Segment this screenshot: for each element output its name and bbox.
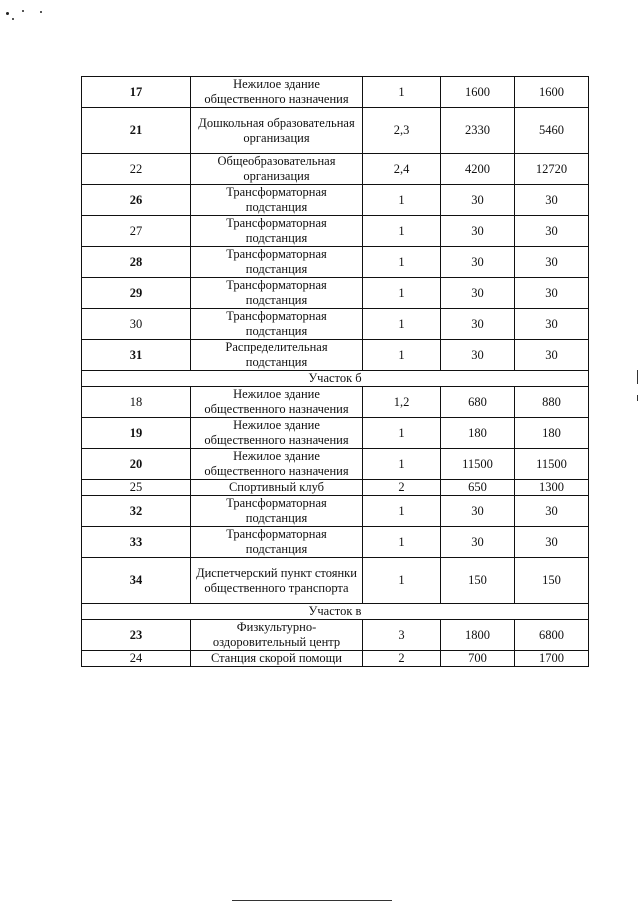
unit-value-cell: 30 — [441, 216, 515, 247]
table-row — [82, 527, 589, 558]
object-number-cell: 31 — [82, 340, 191, 371]
object-number-cell: 18 — [82, 387, 191, 418]
quantity-cell: 1 — [363, 496, 441, 527]
table-row — [82, 558, 589, 604]
object-number-cell: 27 — [82, 216, 191, 247]
unit-value-cell: 30 — [441, 309, 515, 340]
unit-value-cell: 11500 — [441, 449, 515, 480]
object-name-cell: Физкультурно-оздоровительный центр — [191, 620, 363, 651]
total-value-cell: 30 — [515, 185, 589, 216]
object-name-cell: Распределительная подстанция — [191, 340, 363, 371]
total-value-cell: 1700 — [515, 651, 589, 667]
total-value-cell: 1600 — [515, 77, 589, 108]
total-value-cell: 30 — [515, 309, 589, 340]
object-name-cell: Трансформаторная подстанция — [191, 309, 363, 340]
table-row — [82, 309, 589, 340]
quantity-cell: 2,3 — [363, 108, 441, 154]
unit-value-cell: 30 — [441, 496, 515, 527]
section-label: Участок б — [82, 371, 589, 387]
object-number-cell: 29 — [82, 278, 191, 309]
total-value-cell: 30 — [515, 216, 589, 247]
object-name-cell: Станция скорой помощи — [191, 651, 363, 667]
object-name-cell: Трансформаторная подстанция — [191, 247, 363, 278]
table-row — [82, 480, 589, 496]
unit-value-cell: 30 — [441, 185, 515, 216]
unit-value-cell: 180 — [441, 418, 515, 449]
quantity-cell: 1 — [363, 278, 441, 309]
quantity-cell: 2 — [363, 480, 441, 496]
object-name-cell: Диспетчерский пункт стоянки общественного транспорта — [191, 558, 363, 604]
table-row — [82, 185, 589, 216]
object-number-cell: 33 — [82, 527, 191, 558]
total-value-cell: 1300 — [515, 480, 589, 496]
object-number-cell: 20 — [82, 449, 191, 480]
object-name-cell: Трансформаторная подстанция — [191, 278, 363, 309]
unit-value-cell: 700 — [441, 651, 515, 667]
object-name-cell: Нежилое здание общественного назначения — [191, 77, 363, 108]
table-row — [82, 340, 589, 371]
quantity-cell: 1 — [363, 247, 441, 278]
unit-value-cell: 30 — [441, 340, 515, 371]
scan-margin-mark — [637, 395, 638, 401]
unit-value-cell: 30 — [441, 247, 515, 278]
object-name-cell: Спортивный клуб — [191, 480, 363, 496]
unit-value-cell: 2330 — [441, 108, 515, 154]
quantity-cell: 1 — [363, 309, 441, 340]
table-row — [82, 496, 589, 527]
total-value-cell: 30 — [515, 527, 589, 558]
quantity-cell: 1 — [363, 449, 441, 480]
total-value-cell: 30 — [515, 496, 589, 527]
total-value-cell: 11500 — [515, 449, 589, 480]
object-number-cell: 28 — [82, 247, 191, 278]
object-name-cell: Общеобразовательная организация — [191, 154, 363, 185]
scan-speck — [6, 12, 9, 15]
quantity-cell: 1 — [363, 216, 441, 247]
table-row — [82, 387, 589, 418]
table-row — [82, 620, 589, 651]
quantity-cell: 1 — [363, 527, 441, 558]
object-name-cell: Нежилое здание общественного назначения — [191, 387, 363, 418]
table-row — [82, 651, 589, 667]
quantity-cell: 1 — [363, 77, 441, 108]
total-value-cell: 5460 — [515, 108, 589, 154]
total-value-cell: 12720 — [515, 154, 589, 185]
total-value-cell: 30 — [515, 247, 589, 278]
total-value-cell: 30 — [515, 340, 589, 371]
total-value-cell: 180 — [515, 418, 589, 449]
scan-speck — [12, 18, 14, 20]
object-number-cell: 26 — [82, 185, 191, 216]
object-name-cell: Дошкольная образовательная организация — [191, 108, 363, 154]
quantity-cell: 2 — [363, 651, 441, 667]
table-row — [82, 77, 589, 108]
object-name-cell: Трансформаторная подстанция — [191, 185, 363, 216]
table-row — [82, 278, 589, 309]
table-row — [82, 154, 589, 185]
total-value-cell: 150 — [515, 558, 589, 604]
unit-value-cell: 150 — [441, 558, 515, 604]
object-number-cell: 30 — [82, 309, 191, 340]
quantity-cell: 1 — [363, 558, 441, 604]
object-number-cell: 32 — [82, 496, 191, 527]
object-name-cell: Трансформаторная подстанция — [191, 527, 363, 558]
table-row — [82, 247, 589, 278]
unit-value-cell: 1600 — [441, 77, 515, 108]
object-number-cell: 34 — [82, 558, 191, 604]
object-number-cell: 17 — [82, 77, 191, 108]
section-header-row — [82, 604, 589, 620]
table-row — [82, 449, 589, 480]
scan-speck — [22, 10, 24, 12]
table-row — [82, 108, 589, 154]
footer-rule — [232, 900, 392, 901]
unit-value-cell: 4200 — [441, 154, 515, 185]
unit-value-cell: 30 — [441, 278, 515, 309]
unit-value-cell: 30 — [441, 527, 515, 558]
total-value-cell: 880 — [515, 387, 589, 418]
quantity-cell: 1 — [363, 340, 441, 371]
total-value-cell: 6800 — [515, 620, 589, 651]
table-body — [82, 77, 589, 667]
object-name-cell: Трансформаторная подстанция — [191, 496, 363, 527]
quantity-cell: 1 — [363, 418, 441, 449]
quantity-cell: 1,2 — [363, 387, 441, 418]
unit-value-cell: 1800 — [441, 620, 515, 651]
quantity-cell: 1 — [363, 185, 441, 216]
object-number-cell: 25 — [82, 480, 191, 496]
unit-value-cell: 650 — [441, 480, 515, 496]
quantity-cell: 2,4 — [363, 154, 441, 185]
section-header-row — [82, 371, 589, 387]
scan-margin-mark — [637, 370, 638, 384]
facilities-table — [81, 76, 589, 667]
object-number-cell: 24 — [82, 651, 191, 667]
table-row — [82, 216, 589, 247]
object-number-cell: 22 — [82, 154, 191, 185]
object-name-cell: Нежилое здание общественного назначения — [191, 449, 363, 480]
object-name-cell: Нежилое здание общественного назначения — [191, 418, 363, 449]
unit-value-cell: 680 — [441, 387, 515, 418]
object-number-cell: 21 — [82, 108, 191, 154]
total-value-cell: 30 — [515, 278, 589, 309]
object-number-cell: 19 — [82, 418, 191, 449]
section-label: Участок в — [82, 604, 589, 620]
table-row — [82, 418, 589, 449]
scan-speck — [40, 11, 42, 13]
object-number-cell: 23 — [82, 620, 191, 651]
object-name-cell: Трансформаторная подстанция — [191, 216, 363, 247]
quantity-cell: 3 — [363, 620, 441, 651]
